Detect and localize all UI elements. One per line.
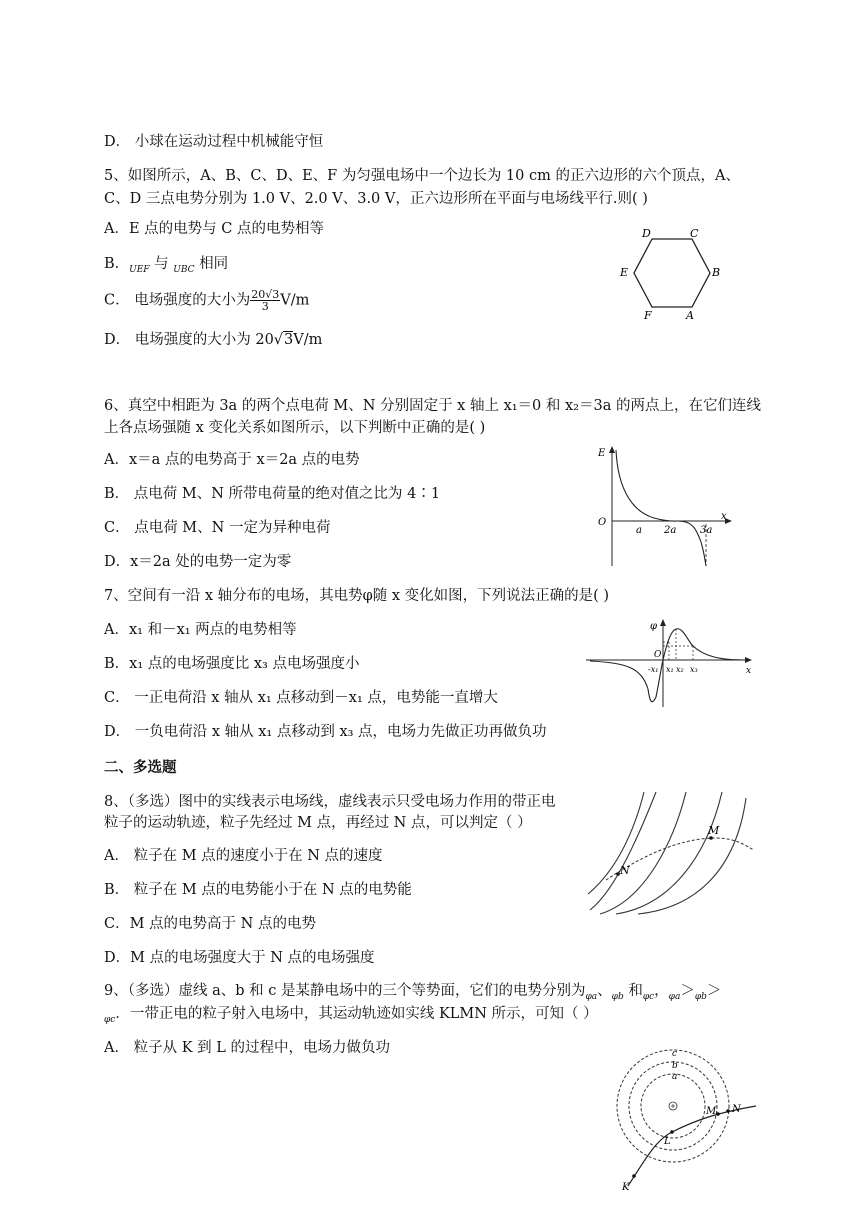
- hex-label-f: F: [644, 309, 652, 322]
- q8-option-b: B． 粒子在 M 点的电势能小于在 N 点的电势能: [104, 882, 412, 898]
- q8-option-c: C．M 点的电势高于 N 点的电势: [104, 916, 316, 932]
- q8-stem-line1: 8、（多选）图中的实线表示电场线，虚线表示只受电场力作用的带正电: [104, 794, 556, 810]
- q7-option-c: C． 一正电荷沿 x 轴从 x₁ 点移动到－x₁ 点，电势能一直增大: [104, 690, 498, 706]
- q5-stem-line2: C、D 三点电势分别为 1.0 V、2.0 V、3.0 V，正六边形所在平面与电场线平行.则( ): [104, 191, 648, 207]
- hex-label-a: A: [686, 309, 694, 322]
- q6-option-b: B． 点电荷 M、N 所带电荷量的绝对值之比为 4∶1: [104, 486, 441, 502]
- graph-label-2a: 2a: [664, 525, 677, 536]
- q8-stem-line2: 粒子的运动轨迹，粒子先经过 M 点，再经过 N 点，可以判定（ ）: [104, 815, 532, 831]
- graph-label-x2: x₂: [676, 665, 684, 674]
- q6-option-a: A．x＝a 点的电势高于 x＝2a 点的电势: [104, 452, 360, 468]
- q5-option-d: D． 电场强度的大小为 20√3V/m: [104, 332, 323, 348]
- hex-label-e: E: [620, 266, 629, 279]
- field-strength-graph: [594, 442, 734, 570]
- fig-label-a: a: [672, 1072, 678, 1082]
- graph-label-phi: φ: [650, 621, 658, 632]
- q9-option-a: A． 粒子从 K 到 L 的过程中，电场力做负功: [104, 1040, 390, 1056]
- graph-label-3a: 3a: [700, 525, 713, 536]
- fig-label-m: M: [706, 1106, 717, 1117]
- q7-option-a: A．x₁ 和－x₁ 两点的电势相等: [104, 622, 297, 638]
- equipotential-figure: [606, 1048, 766, 1198]
- graph-label-o: O: [598, 517, 607, 528]
- q8-option-a: A． 粒子在 M 点的速度小于在 N 点的速度: [104, 848, 383, 864]
- fig-label-l: L: [664, 1136, 671, 1147]
- graph-label-a: a: [636, 525, 642, 536]
- field-lines-figure: [586, 790, 756, 915]
- section-title-multiple-choice: 二、多选题: [104, 760, 177, 776]
- q6-option-c: C． 点电荷 M、N 一定为异种电荷: [104, 520, 331, 536]
- q4-option-d: D． 小球在运动过程中机械能守恒: [104, 134, 324, 150]
- fig-label-k: K: [622, 1182, 630, 1193]
- fraction: $\frac{20√3}{3}$: [251, 288, 280, 313]
- graph-label-x: x: [746, 666, 752, 676]
- fig-label-n: N: [620, 864, 630, 877]
- hex-label-b: B: [712, 266, 721, 279]
- q7-option-d: D． 一负电荷沿 x 轴从 x₁ 点移动到 x₃ 点，电场力先做正功再做负功: [104, 724, 547, 740]
- hex-label-d: D: [642, 227, 651, 240]
- q5-option-a: A．E 点的电势与 C 点的电势相等: [104, 221, 324, 237]
- q5-option-b: B．$_{UEF}$ 与 $_{UBC}$ 相同: [104, 256, 229, 275]
- graph-label-e: E: [598, 448, 606, 459]
- graph-label-neg-x1: -x₁: [648, 665, 659, 674]
- q8-option-d: D．M 点的电场强度大于 N 点的电场强度: [104, 950, 375, 966]
- graph-label-x: x: [721, 511, 727, 522]
- fig-label-c: c: [672, 1049, 678, 1059]
- hex-label-c: C: [690, 227, 699, 240]
- fig-label-n: N: [732, 1104, 741, 1115]
- q7-stem: 7、空间有一沿 x 轴分布的电场，其电势φ随 x 变化如图，下列说法正确的是( ): [104, 588, 610, 604]
- q9-stem-line1: 9、（多选）虚线 a、b 和 c 是某静电场中的三个等势面，它们的电势分别为$_{\varphi a}$、$_{\varphi b}$ 和$_{\varphi c}$，$_{\varphi a}>_{\varphi b}>$: [104, 983, 722, 1002]
- q9-stem-line2: $_{\varphi c}$．一带正电的粒子射入电场中，其运动轨迹如实线 KLMN 所示，可知（ ）: [104, 1006, 598, 1025]
- q7-option-b: B．x₁ 点的电场强度比 x₃ 点电场强度小: [104, 656, 360, 672]
- graph-label-o: O: [654, 650, 662, 660]
- q6-stem-line1: 6、真空中相距为 3a 的两个点电荷 M、N 分别固定于 x 轴上 x₁＝0 和 x₂＝3a 的两点上，在它们连线: [104, 398, 761, 414]
- fig-label-b: b: [672, 1061, 678, 1071]
- hexagon-figure: [612, 225, 727, 325]
- q5-option-c: C． 电场强度的大小为 $\frac{20√3}{3}V/m$: [104, 288, 310, 313]
- potential-graph: [586, 617, 756, 709]
- q6-stem-line2: 上各点场强随 x 变化关系如图所示，以下判断中正确的是( ): [104, 420, 486, 436]
- graph-label-x3: x₃: [690, 665, 698, 674]
- q5-stem-line1: 5、如图所示，A、B、C、D、E、F 为匀强电场中一个边长为 10 cm 的正六边形的六个顶点，A、: [104, 168, 740, 184]
- q6-option-d: D．x＝2a 处的电势一定为零: [104, 554, 292, 570]
- fig-label-m: M: [708, 824, 720, 837]
- graph-label-x1: x₁: [666, 665, 674, 674]
